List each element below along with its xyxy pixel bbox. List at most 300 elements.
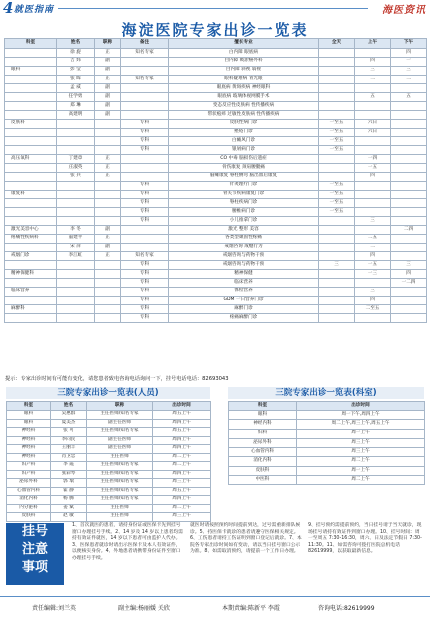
- afternoon-cell: [391, 217, 427, 226]
- clinic-time-cell: 周二上午,周三上午,周五上午: [297, 420, 425, 429]
- department-cell: 妇产科: [7, 470, 51, 479]
- section-title-left: 就医指南: [14, 5, 55, 15]
- all-day-cell: 一至五: [319, 190, 355, 199]
- specialty-cell: 针灸理疗门诊: [169, 181, 319, 190]
- afternoon-cell: [391, 102, 427, 111]
- department-cell: [5, 217, 57, 226]
- table-row: [5, 66, 427, 75]
- doctor-name-cell: [57, 278, 95, 287]
- all-day-cell: 一至五: [319, 128, 355, 137]
- specialty-cell: 戒烟咨询与药物干预: [169, 252, 319, 261]
- table-row: [5, 270, 427, 279]
- rank-cell: [95, 199, 121, 208]
- page-footer: [0, 596, 430, 617]
- table-row: [5, 296, 427, 305]
- department-cell: 神经科: [7, 453, 51, 462]
- all-day-cell: [319, 225, 355, 234]
- morning-cell: [355, 110, 391, 119]
- department-cell: 消化内科: [7, 496, 51, 505]
- rank-cell: 主任医师/知名专家: [87, 479, 153, 488]
- all-day-cell: [319, 252, 355, 261]
- clinic-time-cell: 周三上午: [297, 448, 425, 457]
- specialty-cell: 脑瘫康复 脊柱侧弯 脑出血后康复: [169, 172, 319, 181]
- department-cell: 神经科: [7, 428, 51, 437]
- table-row: [5, 208, 427, 217]
- all-day-cell: [319, 110, 355, 119]
- morning-cell: [355, 102, 391, 111]
- department-cell: 中医科: [229, 476, 297, 485]
- remark-cell: [121, 66, 169, 75]
- doctor-name-cell: [57, 128, 95, 137]
- doctor-name-cell: [57, 146, 95, 155]
- all-day-cell: [319, 234, 355, 243]
- doctor-name-cell: 赵 敏: [51, 513, 87, 522]
- rank-cell: 正: [95, 155, 121, 164]
- doctor-name-cell: 彭 莹: [57, 66, 95, 75]
- doctor-name-cell: 霍 静: [51, 487, 87, 496]
- afternoon-cell: [391, 146, 427, 155]
- all-day-cell: 三: [319, 261, 355, 270]
- clinic-time-cell: 周三上午: [153, 513, 211, 522]
- afternoon-cell: 二: [391, 75, 427, 84]
- clinic-time-cell: 周一上午: [297, 429, 425, 438]
- specialty-cell: 体检营养: [169, 287, 319, 296]
- clinic-time-cell: 周二上午: [153, 462, 211, 471]
- clinic-time-cell: 周三上午: [297, 438, 425, 447]
- rank-cell: 正: [95, 252, 121, 261]
- all-day-cell: [319, 102, 355, 111]
- afternoon-cell: [391, 110, 427, 119]
- rank-cell: [95, 305, 121, 314]
- remark-cell: 知名专家: [121, 75, 169, 84]
- morning-cell: [355, 146, 391, 155]
- specialty-cell: 变态反应性皮肤病 性传播疾病: [169, 102, 319, 111]
- department-cell: 精神保健科: [5, 270, 57, 279]
- table-row: [7, 428, 211, 437]
- department-cell: [5, 172, 57, 181]
- remark-cell: [121, 57, 169, 66]
- column-header: 科室: [7, 402, 51, 411]
- specialty-cell: 皮肤性病门诊: [169, 119, 319, 128]
- department-cell: 心血管内科: [7, 487, 51, 496]
- afternoon-cell: 一二四: [391, 278, 427, 287]
- afternoon-cell: [391, 155, 427, 164]
- specialty-cell: 眼科疑难病 青光眼: [169, 75, 319, 84]
- table3-title: 三院专家出诊一览表(科室): [228, 387, 424, 399]
- department-cell: [5, 208, 57, 217]
- doctor-name-cell: 姜 斌: [51, 504, 87, 513]
- clinic-time-cell: 周三上午: [153, 479, 211, 488]
- department-cell: 心血管内科: [229, 448, 297, 457]
- department-cell: 泌尿外科: [229, 438, 297, 447]
- page-title: 海淀医院专家出诊一览表: [121, 21, 309, 39]
- rank-cell: 副主任医师: [87, 436, 153, 445]
- department-cell: [5, 146, 57, 155]
- doctor-name-cell: 夏美杰: [51, 419, 87, 428]
- table-row: [7, 453, 211, 462]
- rank-cell: 主任医师: [87, 513, 153, 522]
- doctor-name-cell: [57, 137, 95, 146]
- afternoon-cell: [391, 128, 427, 137]
- registration-notes-col1: 1、首次就医的患者，请持身份证或医保卡先到挂号窗口办理挂号手续。2、14 岁及 14 岁以上患者均需持有效证件就医，14 岁以下患者可由监护人代办。3、医保患者就诊时请出示医保卡及本人有效证件，以便核实身份。4、外地患者请携带身份证件至窗口办理挂号手续。: [72, 523, 183, 561]
- all-day-cell: [319, 57, 355, 66]
- rank-cell: 主任医师/知名专家: [87, 411, 153, 420]
- column-header: 出诊时间: [297, 402, 425, 411]
- specialty-cell: 痤疮门诊: [169, 128, 319, 137]
- all-day-cell: [319, 278, 355, 287]
- section-title-right: 海医资讯: [382, 5, 426, 16]
- table-row: [5, 181, 427, 190]
- rank-cell: [95, 146, 121, 155]
- table-row: [5, 119, 427, 128]
- morning-cell: 一五: [355, 261, 391, 270]
- department-cell: 泌尿外科: [7, 479, 51, 488]
- specialty-cell: 戒烟咨询 成瘾行为: [169, 243, 319, 252]
- clinic-time-cell: 周一上午: [297, 466, 425, 475]
- specialty-cell: 眼底病 黄斑疾病 神经眼科: [169, 84, 319, 93]
- rank-cell: 副: [95, 243, 121, 252]
- remark-cell: 专科: [121, 208, 169, 217]
- department-cell: 眼科: [7, 411, 51, 420]
- all-day-cell: [319, 296, 355, 305]
- rank-cell: [95, 128, 121, 137]
- specialty-cell: 疼痛麻醉门诊: [169, 314, 319, 323]
- column-header: 下午: [391, 39, 427, 49]
- table-row: [7, 487, 211, 496]
- department-cell: 临床营养: [5, 287, 57, 296]
- doctor-name-cell: 吴惠群: [51, 411, 87, 420]
- department-cell: 康复科: [5, 190, 57, 199]
- column-header: 科室: [5, 39, 57, 49]
- afternoon-cell: [391, 190, 427, 199]
- clinic-time-cell: 周五上午: [153, 487, 211, 496]
- morning-cell: 四: [355, 252, 391, 261]
- registration-title-line: 挂号: [21, 524, 48, 539]
- morning-cell: 二: [355, 75, 391, 84]
- table-row: [7, 411, 211, 420]
- table-row: [5, 93, 427, 102]
- morning-cell: [355, 190, 391, 199]
- column-header: 上午: [355, 39, 391, 49]
- specialty-cell: 眼底病 玻璃体视网膜手术: [169, 93, 319, 102]
- morning-cell: 一三: [355, 270, 391, 279]
- specialty-cell: 骨关节疾病康复门诊: [169, 190, 319, 199]
- rank-cell: 主任医师/知名专家: [87, 462, 153, 471]
- department-cell: [5, 84, 57, 93]
- column-header: 出诊时间: [153, 402, 211, 411]
- afternoon-cell: [391, 172, 427, 181]
- table-row: [7, 513, 211, 522]
- doctor-name-cell: 李 霞: [51, 462, 87, 471]
- morning-cell: 四: [355, 172, 391, 181]
- all-day-cell: [319, 172, 355, 181]
- department-cell: 麻醉科: [5, 305, 57, 314]
- doctor-name-cell: [57, 119, 95, 128]
- table-row: [229, 457, 425, 466]
- afternoon-cell: [391, 163, 427, 172]
- department-cell: 神经科: [7, 445, 51, 454]
- remark-cell: 专科: [121, 261, 169, 270]
- morning-cell: [355, 84, 391, 93]
- morning-cell: [355, 49, 391, 58]
- doctor-name-cell: 张 兵: [57, 172, 95, 181]
- footer-phone: 咨询电话:82619999: [318, 605, 375, 612]
- rank-cell: 正: [95, 163, 121, 172]
- afternoon-cell: 二四: [391, 225, 427, 234]
- specialty-cell: 临床营养: [169, 278, 319, 287]
- rank-cell: 正: [95, 49, 121, 58]
- morning-cell: [355, 225, 391, 234]
- all-day-cell: 一至五: [319, 208, 355, 217]
- department-cell: 激光美容中心: [5, 225, 57, 234]
- all-day-cell: [319, 163, 355, 172]
- morning-cell: 二: [355, 243, 391, 252]
- rank-cell: 副: [95, 93, 121, 102]
- department-cell: [5, 102, 57, 111]
- doctor-name-cell: 庄淑英: [57, 163, 95, 172]
- doctor-name-cell: 吉 炜: [57, 57, 95, 66]
- morning-cell: 四: [355, 296, 391, 305]
- morning-cell: 二至五: [355, 305, 391, 314]
- rank-cell: [95, 217, 121, 226]
- afternoon-cell: [391, 137, 427, 146]
- clinic-time-cell: 周二上午: [297, 457, 425, 466]
- rank-cell: 副: [95, 57, 121, 66]
- clinic-time-cell: 周四上午: [153, 496, 211, 505]
- rank-cell: [95, 278, 121, 287]
- morning-cell: 一五: [355, 163, 391, 172]
- all-day-cell: [319, 243, 355, 252]
- rank-cell: [95, 296, 121, 305]
- rank-cell: 副: [95, 102, 121, 111]
- afternoon-cell: [391, 296, 427, 305]
- afternoon-cell: 四: [391, 270, 427, 279]
- remark-cell: 专科: [121, 128, 169, 137]
- remark-cell: [121, 172, 169, 181]
- expert-schedule-table: [4, 38, 427, 323]
- page-number: 4: [3, 0, 14, 17]
- doctor-name-cell: 宋 萍: [57, 243, 95, 252]
- table2-title: 三院专家出诊一览表(人员): [6, 387, 210, 399]
- specialty-cell: 白内障 眼底病: [169, 49, 319, 58]
- all-day-cell: [319, 84, 355, 93]
- table-row: [5, 261, 427, 270]
- table-row: [5, 287, 427, 296]
- doctor-name-cell: [57, 287, 95, 296]
- specialty-cell: 白内障 斜视 弱视: [169, 66, 319, 75]
- footer-editor: 责任编辑:刘兰英: [32, 605, 77, 612]
- specialty-cell: GDM 一日营养门诊: [169, 296, 319, 305]
- table-row: [5, 102, 427, 111]
- department-cell: [5, 278, 57, 287]
- clinic-time-cell: 周一下午,周四上午: [297, 411, 425, 420]
- remark-cell: [121, 84, 169, 93]
- table-row: [5, 155, 427, 164]
- morning-cell: [355, 278, 391, 287]
- table-row: [5, 128, 427, 137]
- doctor-name-cell: 董建平: [57, 234, 95, 243]
- clinic-time-cell: 周四上午: [153, 419, 211, 428]
- department-cell: [5, 49, 57, 58]
- table-row: [5, 314, 427, 323]
- department-cell: [5, 75, 57, 84]
- rank-cell: 正: [95, 234, 121, 243]
- afternoon-cell: 三: [391, 261, 427, 270]
- department-cell: [5, 199, 57, 208]
- remark-cell: 专科: [121, 137, 169, 146]
- remark-cell: [121, 110, 169, 119]
- doctor-name-cell: [57, 217, 95, 226]
- remark-cell: 专科: [121, 270, 169, 279]
- rank-cell: 正: [95, 75, 121, 84]
- morning-cell: 四: [355, 57, 391, 66]
- remark-cell: [121, 93, 169, 102]
- table-row: [7, 479, 211, 488]
- footer-deputy-editor: 副主编:杨丽媛 关欣: [118, 605, 170, 612]
- table-row: [229, 438, 425, 447]
- specialty-cell: 白内障 吸淤癌外科: [169, 57, 319, 66]
- table-row: [5, 110, 427, 119]
- page-header: [0, 0, 430, 16]
- afternoon-cell: [391, 199, 427, 208]
- morning-cell: 六日: [355, 119, 391, 128]
- rank-cell: 副主任医师: [87, 445, 153, 454]
- table-row: [229, 420, 425, 429]
- rank-cell: 副主任医师: [87, 419, 153, 428]
- all-day-cell: [319, 66, 355, 75]
- table-row: [7, 496, 211, 505]
- rank-cell: 副: [95, 225, 121, 234]
- afternoon-cell: [391, 234, 427, 243]
- afternoon-cell: 四: [391, 49, 427, 58]
- table-row: [5, 190, 427, 199]
- rank-cell: 正: [95, 172, 121, 181]
- morning-cell: [355, 314, 391, 323]
- remark-cell: [121, 163, 169, 172]
- table-row: [5, 199, 427, 208]
- doctor-name-cell: 李 冬: [57, 225, 95, 234]
- column-header: 备注: [121, 39, 169, 49]
- clinic-time-cell: 周二上午: [297, 476, 425, 485]
- column-header: 职称: [87, 402, 153, 411]
- table-row: [5, 49, 427, 58]
- table-header-row: [5, 39, 427, 49]
- all-day-cell: [319, 217, 355, 226]
- department-cell: [5, 314, 57, 323]
- remark-cell: 专科: [121, 305, 169, 314]
- remark-cell: 专科: [121, 190, 169, 199]
- department-cell: [5, 261, 57, 270]
- specialty-cell: 脊柱疾病门诊: [169, 199, 319, 208]
- column-header: 擅长专业: [169, 39, 319, 49]
- all-day-cell: [319, 270, 355, 279]
- department-cell: 眼科: [229, 411, 297, 420]
- table-row: [7, 470, 211, 479]
- table-row: [5, 146, 427, 155]
- rank-cell: 主任医师: [87, 504, 153, 513]
- table-row: [5, 243, 427, 252]
- specialty-cell: 麻醉门诊: [169, 305, 319, 314]
- doctor-name-cell: 孟 威: [57, 84, 95, 93]
- table-row: [229, 448, 425, 457]
- afternoon-cell: [391, 314, 427, 323]
- morning-cell: [355, 181, 391, 190]
- doctor-name-cell: [57, 305, 95, 314]
- department-cell: 皮肤科: [7, 513, 51, 522]
- doctor-name-cell: 徐 旋: [57, 49, 95, 58]
- table-row: [5, 305, 427, 314]
- doctor-name-cell: 王丽丰: [51, 445, 87, 454]
- department-cell: 皮肤科: [5, 119, 57, 128]
- rank-cell: [95, 190, 121, 199]
- rank-cell: 副: [95, 66, 121, 75]
- afternoon-cell: [391, 84, 427, 93]
- doctor-name-cell: [57, 181, 95, 190]
- remark-cell: 专科: [121, 199, 169, 208]
- department-cell: 内分泌科: [7, 504, 51, 513]
- all-day-cell: [319, 93, 355, 102]
- department-cell: [5, 243, 57, 252]
- all-day-cell: 一至五: [319, 137, 355, 146]
- morning-cell: [355, 208, 391, 217]
- department-cell: 妇产科: [7, 462, 51, 471]
- rank-cell: 主任医师/知名专家: [87, 496, 153, 505]
- table-row: [5, 225, 427, 234]
- department-cell: [5, 163, 57, 172]
- department-cell: 高压氧科: [5, 155, 57, 164]
- table-row: [5, 75, 427, 84]
- table-row: [7, 504, 211, 513]
- morning-cell: 三: [355, 287, 391, 296]
- table-row: [5, 217, 427, 226]
- afternoon-cell: [391, 208, 427, 217]
- doctor-name-cell: 高建明: [57, 110, 95, 119]
- table-row: [7, 436, 211, 445]
- table-header-row: [7, 402, 211, 411]
- all-day-cell: [319, 49, 355, 58]
- column-header: 职称: [95, 39, 121, 49]
- morning-cell: 二五: [355, 234, 391, 243]
- table-row: [5, 172, 427, 181]
- remark-cell: 专科: [121, 181, 169, 190]
- morning-cell: [355, 137, 391, 146]
- rank-cell: 主任医师/知名专家: [87, 428, 153, 437]
- column-header: 科室: [229, 402, 297, 411]
- remark-cell: [121, 243, 169, 252]
- department-cell: [5, 137, 57, 146]
- specialty-cell: 银屑病门诊: [169, 146, 319, 155]
- doctor-name-cell: [57, 314, 95, 323]
- table-row: [5, 163, 427, 172]
- clinic-time-cell: 周四上午: [153, 470, 211, 479]
- table-row: [5, 137, 427, 146]
- remark-cell: 专科: [121, 217, 169, 226]
- rank-cell: [95, 287, 121, 296]
- remark-cell: [121, 234, 169, 243]
- doctor-name-cell: 郭 瑞: [51, 479, 87, 488]
- table-row: [5, 234, 427, 243]
- table-row: [7, 445, 211, 454]
- all-day-cell: [319, 287, 355, 296]
- department-cell: [5, 93, 57, 102]
- rank-cell: 副: [95, 84, 121, 93]
- morning-cell: 三: [355, 217, 391, 226]
- staff-schedule-table: [6, 401, 211, 522]
- remark-cell: 专科: [121, 119, 169, 128]
- doctor-name-cell: [57, 270, 95, 279]
- remark-cell: 专科: [121, 314, 169, 323]
- morning-cell: 六日: [355, 128, 391, 137]
